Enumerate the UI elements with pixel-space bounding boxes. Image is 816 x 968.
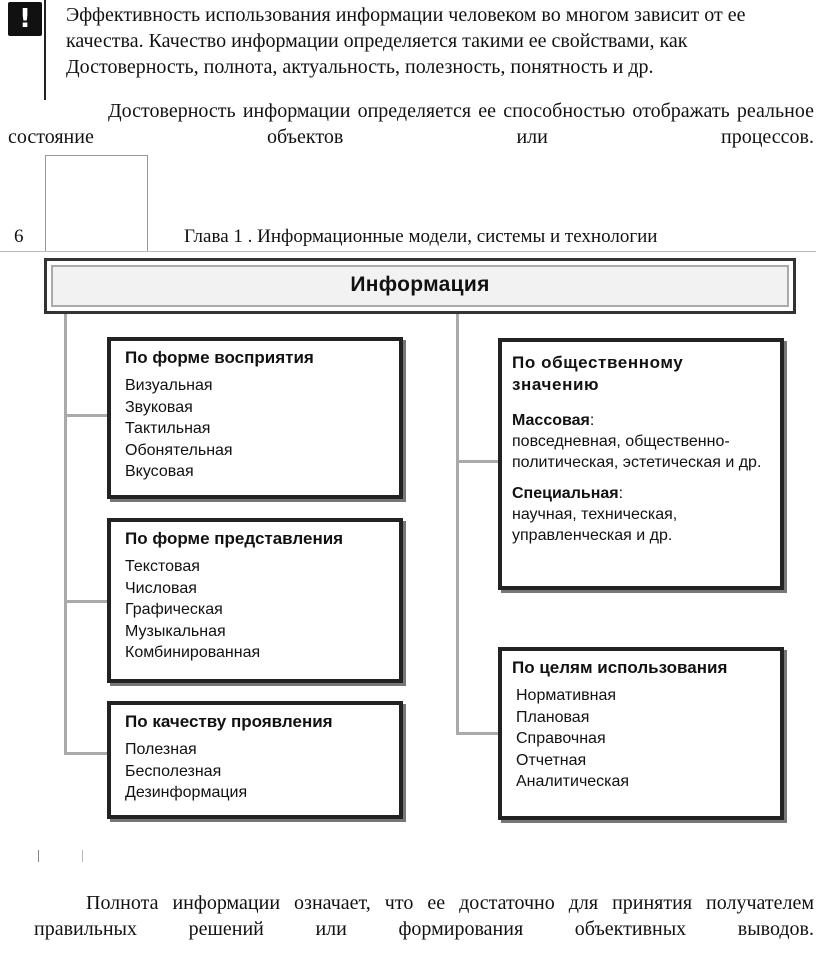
quality-box (107, 701, 403, 819)
connector-left-b1 (64, 414, 108, 417)
purpose-title: По целям использования (512, 658, 728, 677)
header-rule (0, 251, 816, 252)
scan-mark (82, 850, 83, 862)
list-item: Обонятельная (125, 441, 233, 459)
purpose-box (498, 647, 784, 820)
list-item: Текстовая (125, 558, 200, 575)
representation-box (107, 518, 403, 683)
note-text: Эффективность использования информации человеком во многом зависит от ее качества. Качество информации определяется такими ее свойствами, как Достоверность, полнота, актуальность, полезность, понятность и др. (66, 4, 746, 78)
connector-right-b5 (456, 732, 499, 735)
connector-left-b3 (64, 752, 108, 755)
list-item: Аналитическая (516, 773, 630, 790)
note-divider (44, 0, 46, 100)
special-text: научная, техническая, управленческая и др. (512, 506, 678, 544)
list-item: Визуальная (125, 377, 213, 394)
social-title (512, 352, 772, 396)
diagram-root-title: Информация (350, 273, 490, 296)
special-heading: Специальная: (512, 485, 624, 502)
special-label: Специальная (512, 485, 619, 502)
exclamation-icon: ! (8, 2, 42, 36)
diagram-root-box (44, 258, 796, 314)
quality-title: По качеству проявления (125, 712, 333, 731)
perception-box (107, 337, 403, 499)
representation-title: По форме представления (125, 529, 344, 548)
list-item: Нормативная (516, 687, 617, 704)
list-item: Числовая (125, 579, 197, 597)
list-item: Плановая (516, 708, 590, 726)
list-item: Дезинформация (125, 784, 248, 801)
list-item: Комбинированная (125, 644, 261, 661)
paragraph-reliability: Достоверность информации определяется ее способностью отображать реальное состояние объектов или процессов. (8, 100, 814, 148)
paragraph-completeness: Полнота информации означает, что ее достаточно для принятия получателем правильных решений или формирования объективных выводов. (34, 892, 814, 940)
mass-heading: Массовая: (512, 412, 595, 429)
mass-text: повседневная, общественно-политическая, эстетическая и др. (512, 433, 762, 471)
social-box (498, 338, 784, 590)
list-item: Вкусовая (125, 463, 194, 480)
connector-left-trunk (64, 314, 67, 754)
social-title-line1: По общественному (512, 353, 684, 372)
perception-title: По форме восприятия (125, 348, 314, 367)
connector-right-trunk (456, 314, 459, 734)
list-item: Графическая (125, 601, 223, 618)
connector-left-b2 (64, 600, 108, 603)
mass-label: Массовая (512, 412, 590, 429)
connector-right-b4 (456, 460, 499, 463)
list-item: Тактильная (125, 420, 211, 437)
figure-frame (45, 155, 148, 251)
list-item: Звуковая (125, 398, 193, 416)
scan-mark (38, 850, 39, 862)
list-item: Отчетная (516, 751, 587, 769)
page-number: 6 (14, 226, 24, 247)
list-item: Музыкальная (125, 622, 226, 640)
list-item: Бесполезная (125, 762, 222, 780)
chapter-header: Глава 1 . Информационные модели, системы и технологии (184, 226, 658, 247)
list-item: Справочная (516, 730, 606, 747)
social-title-line2: значению (512, 375, 600, 394)
list-item: Полезная (125, 741, 197, 758)
